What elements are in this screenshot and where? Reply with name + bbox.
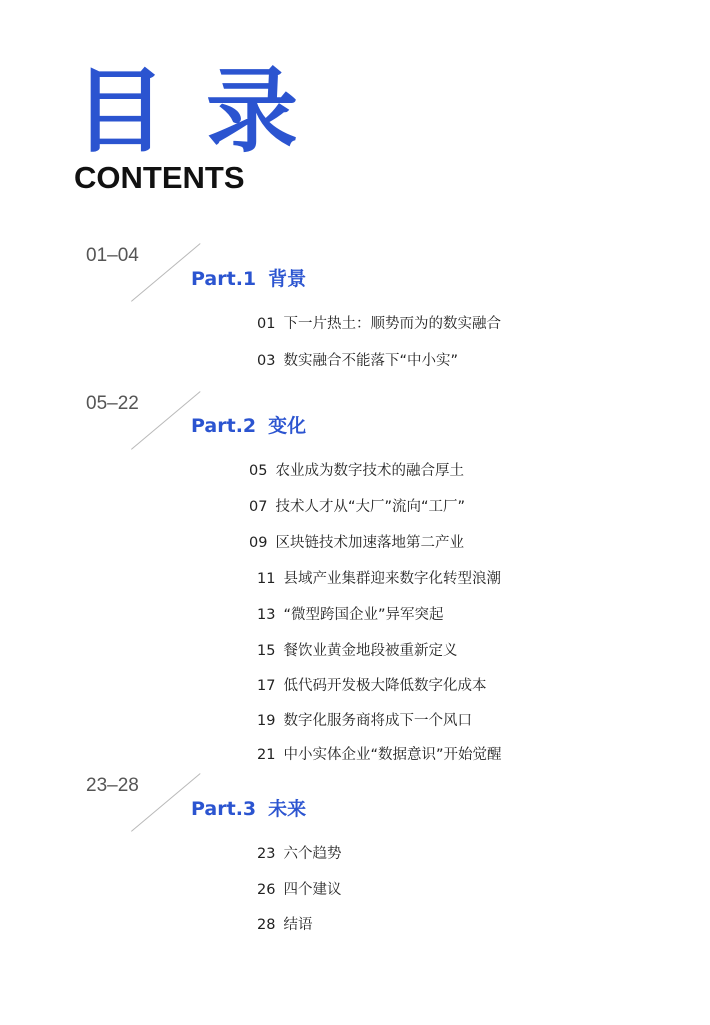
toc-entry-title: 四个建议 xyxy=(283,882,342,898)
toc-entry[interactable] xyxy=(249,533,464,553)
section-2-title: 变化 xyxy=(268,415,307,437)
toc-entry-page: 01 xyxy=(257,316,276,332)
toc-entry-page: 03 xyxy=(257,353,276,369)
section-2-heading[interactable] xyxy=(191,413,306,439)
toc-entry-page: 11 xyxy=(257,571,276,587)
section-2-part-label: Part.2 xyxy=(191,415,257,437)
toc-entry-page: 23 xyxy=(257,846,276,862)
section-1-heading[interactable] xyxy=(191,266,306,292)
toc-entry[interactable] xyxy=(257,314,501,334)
section-2-page-range: 05–22 xyxy=(86,393,139,414)
section-1-part-label: Part.1 xyxy=(191,268,257,290)
toc-entry[interactable] xyxy=(257,745,501,765)
toc-entry[interactable] xyxy=(257,711,472,731)
toc-entry-title: 低代码开发极大降低数字化成本 xyxy=(283,678,487,694)
page-title-chinese: 目录 xyxy=(74,58,339,165)
toc-entry[interactable] xyxy=(257,880,341,900)
toc-entry-page: 13 xyxy=(257,607,276,623)
toc-entry-page: 28 xyxy=(257,917,276,933)
toc-entry[interactable] xyxy=(249,461,464,481)
toc-entry-page: 07 xyxy=(249,499,268,515)
section-3-page-range: 23–28 xyxy=(86,775,139,796)
toc-entry[interactable] xyxy=(257,351,458,371)
toc-entry[interactable] xyxy=(257,641,457,661)
toc-entry[interactable] xyxy=(257,676,486,696)
toc-entry-page: 09 xyxy=(249,535,268,551)
toc-entry-title: 县域产业集群迎来数字化转型浪潮 xyxy=(283,571,501,587)
toc-entry-title: 结语 xyxy=(283,917,313,933)
section-1-title: 背景 xyxy=(268,268,307,290)
toc-entry-title: 餐饮业黄金地段被重新定义 xyxy=(283,643,458,659)
toc-entry-page: 19 xyxy=(257,713,276,729)
toc-entry[interactable] xyxy=(257,605,443,625)
toc-entry-title: 中小实体企业“数据意识”开始觉醒 xyxy=(283,747,502,763)
toc-entry-page: 26 xyxy=(257,882,276,898)
toc-entry[interactable] xyxy=(257,915,312,935)
toc-entry[interactable] xyxy=(257,844,341,864)
toc-entry-title: 数字化服务商将成下一个风口 xyxy=(283,713,472,729)
section-3-heading[interactable] xyxy=(191,796,306,822)
toc-entry[interactable] xyxy=(257,569,501,589)
toc-entry-page: 21 xyxy=(257,747,276,763)
page-title-english: CONTENTS xyxy=(74,160,245,195)
toc-entry-title: 技术人才从“大厂”流向“工厂” xyxy=(275,499,465,515)
toc-entry-title: 下一片热土：顺势而为的数实融合 xyxy=(283,316,501,332)
toc-entry-title: 六个趋势 xyxy=(283,846,342,862)
toc-entry-page: 15 xyxy=(257,643,276,659)
section-3-title: 未来 xyxy=(268,798,307,820)
toc-entry-title: 农业成为数字技术的融合厚土 xyxy=(275,463,464,479)
toc-entry-title: 区块链技术加速落地第二产业 xyxy=(275,535,464,551)
toc-entry[interactable] xyxy=(249,497,465,517)
toc-entry-page: 17 xyxy=(257,678,276,694)
toc-entry-title: “微型跨国企业”异军突起 xyxy=(283,607,444,623)
toc-entry-page: 05 xyxy=(249,463,268,479)
section-1-page-range: 01–04 xyxy=(86,245,139,266)
toc-entry-title: 数实融合不能落下“中小实” xyxy=(283,353,458,369)
section-3-part-label: Part.3 xyxy=(191,798,257,820)
